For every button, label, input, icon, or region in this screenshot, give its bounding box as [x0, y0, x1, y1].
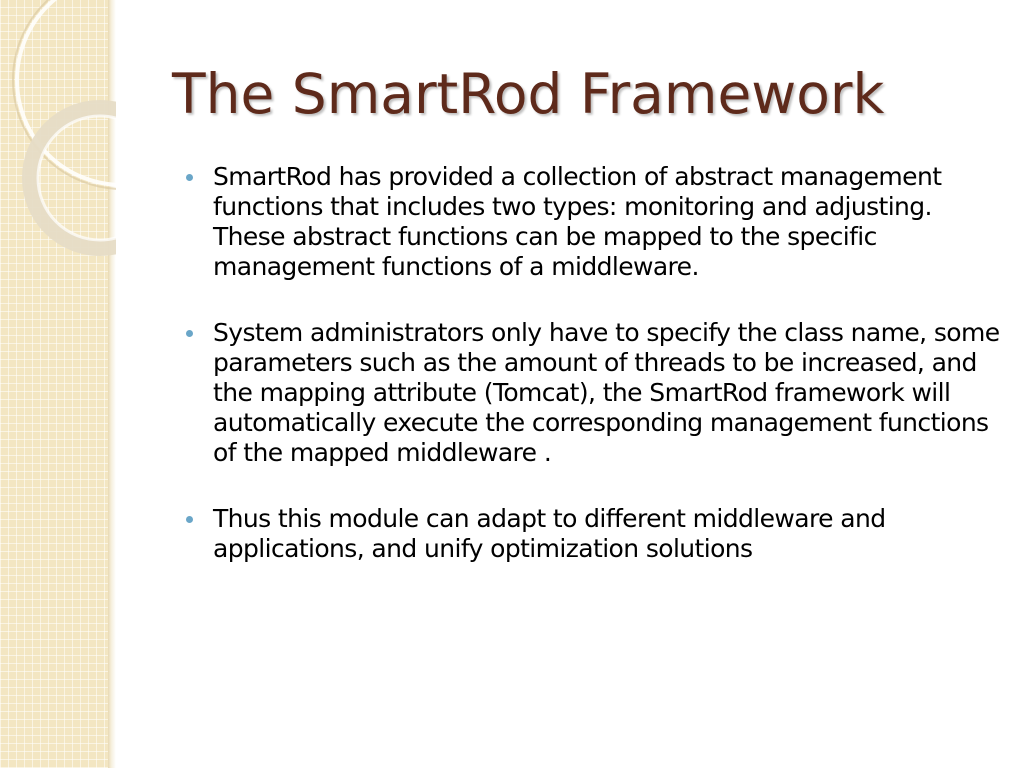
- bullet-point-icon: [186, 516, 193, 523]
- list-item: [186, 162, 1004, 282]
- slide-title: The SmartRod Framework: [172, 62, 885, 126]
- bullet-text: SmartRod has provided a collection of abstract management functions that includes two types: monitoring and adjusting. These abstract functions can be mapped to the specific management functions of a middleware.: [213, 162, 942, 281]
- decorative-rings-icon: [0, 0, 116, 260]
- bullet-text: System administrators only have to specify the class name, some parameters such as the amount of threads to be increased, and the mapping attribute (Tomcat), the SmartRod framework will automatically execute the corresponding management functions of the mapped middleware .: [213, 318, 1000, 467]
- list-item: [186, 504, 1004, 564]
- bullet-text: Thus this module can adapt to different middleware and applications, and unify optimization solutions: [213, 504, 886, 563]
- list-item: [186, 318, 1004, 468]
- bullet-point-icon: [186, 330, 193, 337]
- bullet-list: [186, 162, 1004, 600]
- bullet-point-icon: [186, 174, 193, 181]
